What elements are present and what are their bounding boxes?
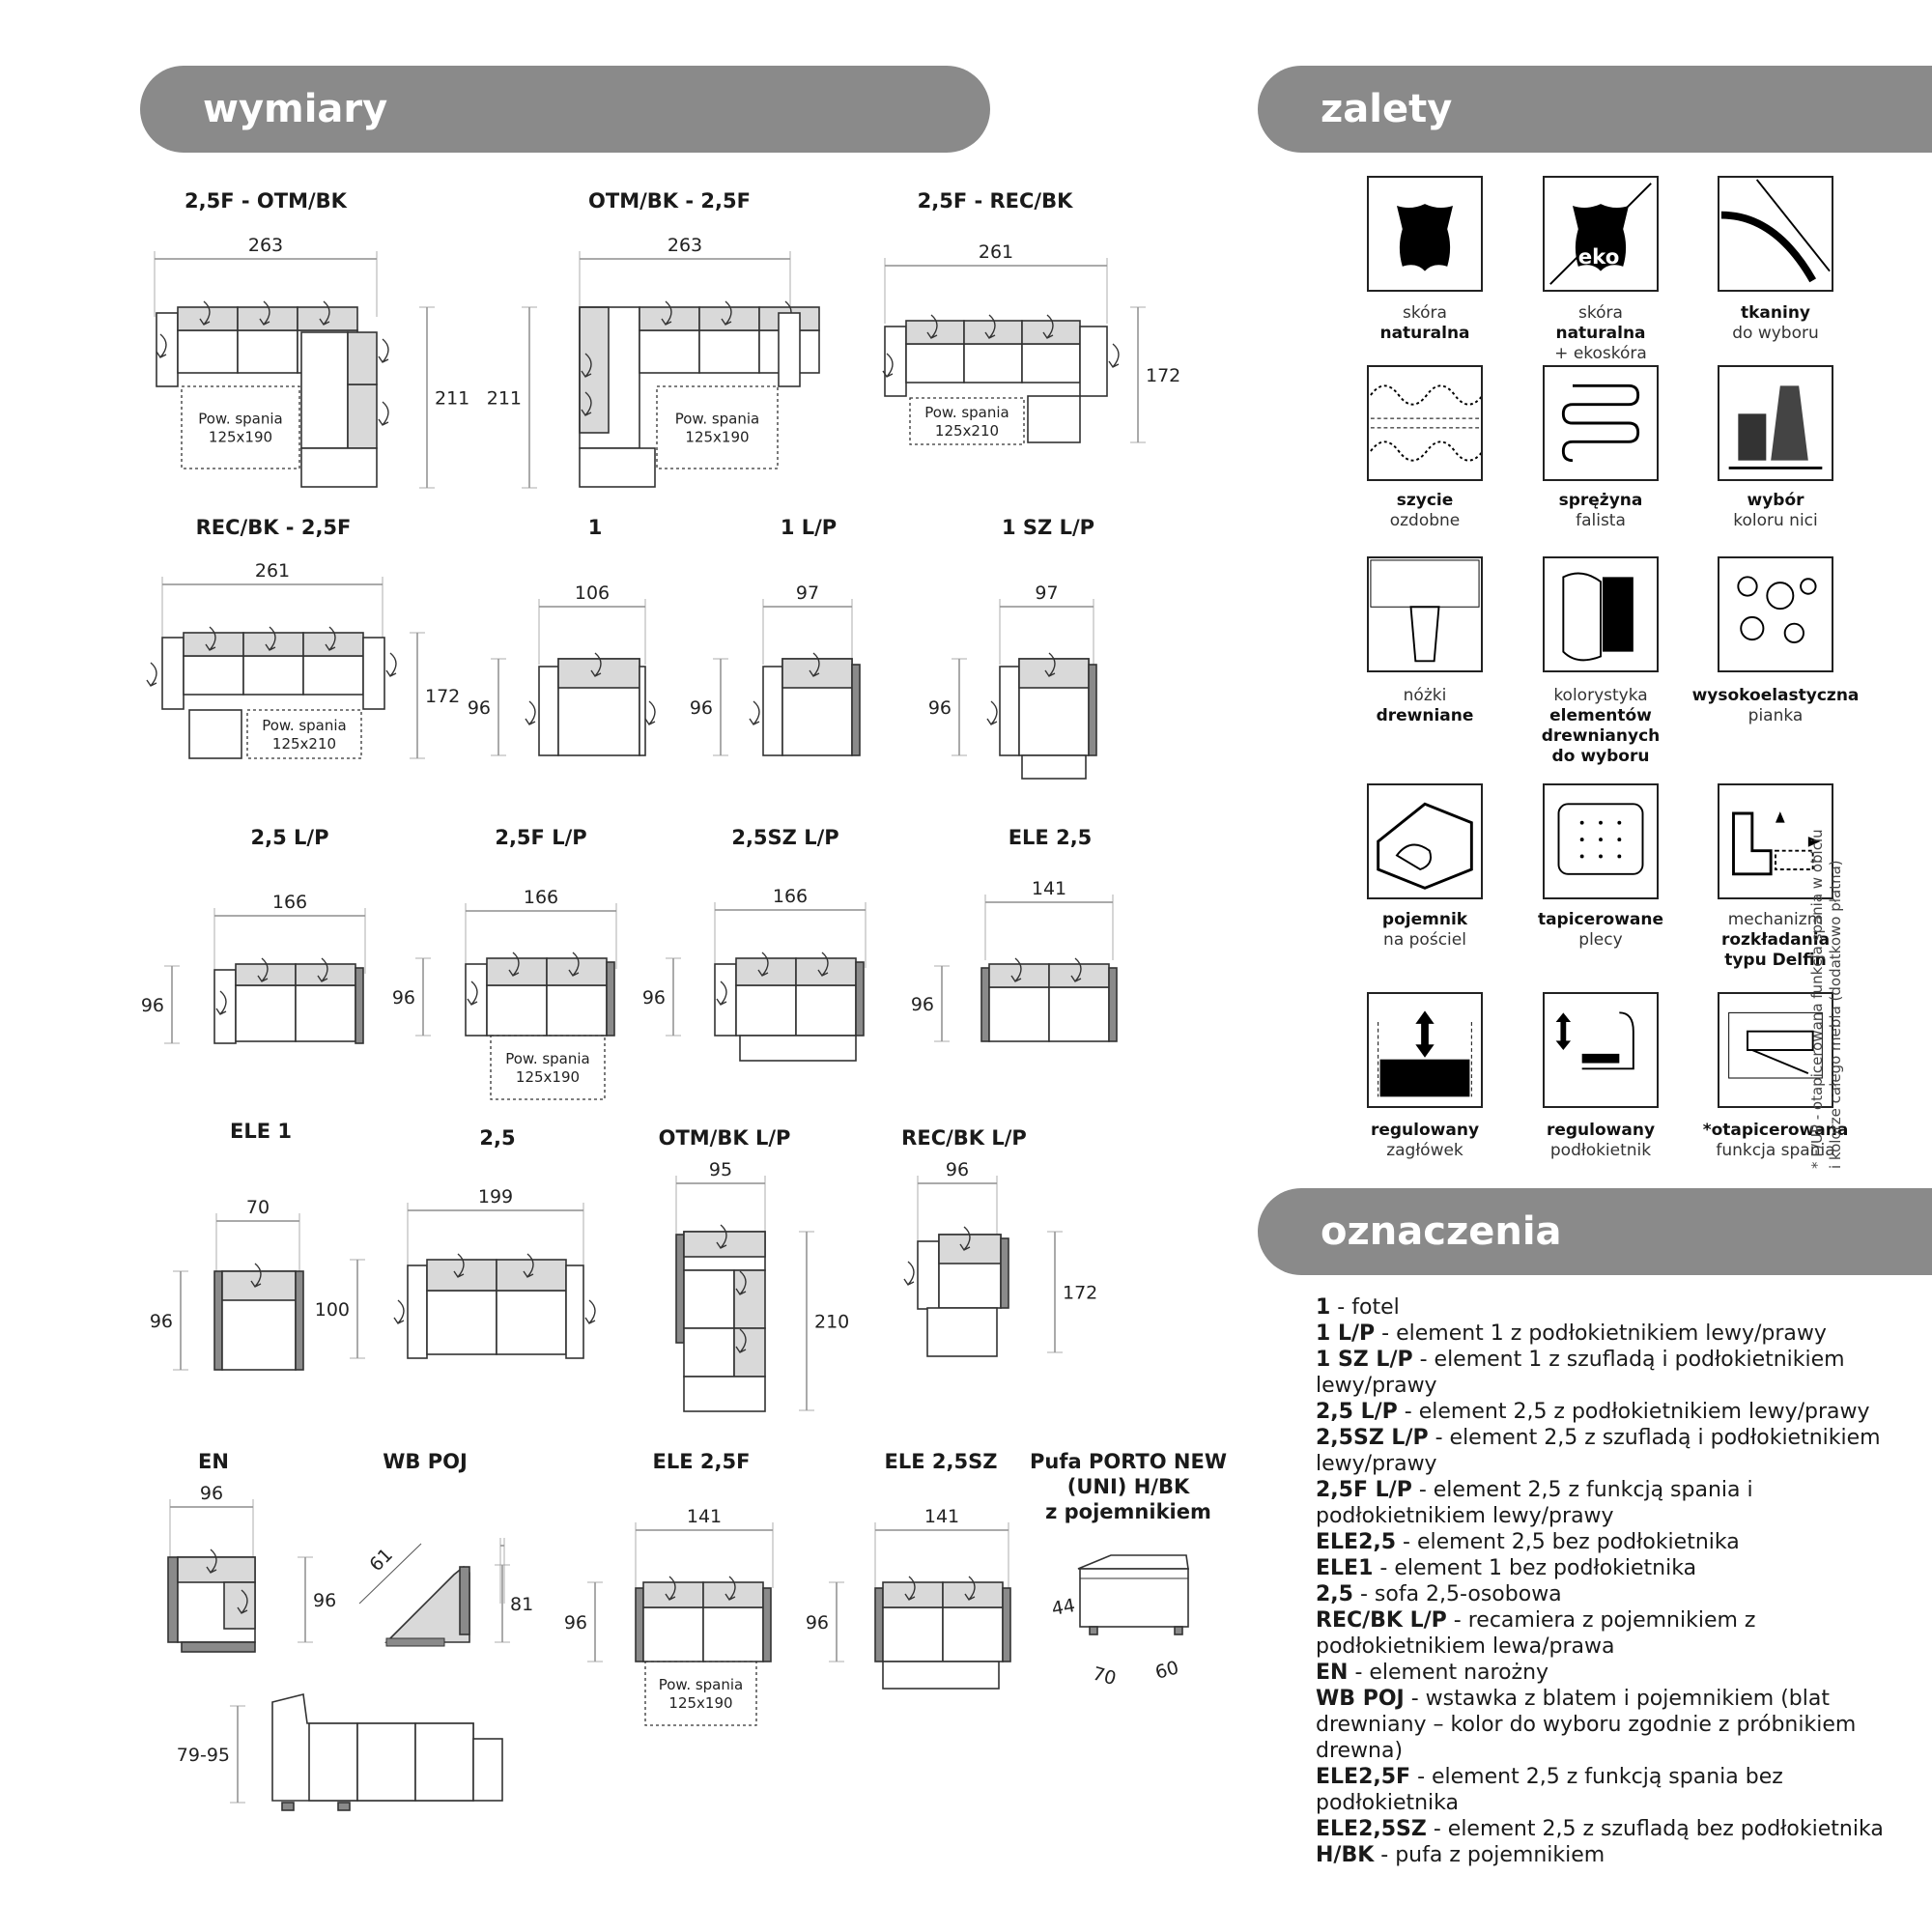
furniture-part — [178, 330, 238, 373]
furniture-part — [1089, 665, 1096, 755]
dimension-value: 166 — [271, 892, 308, 913]
module-label: 2,5SZ L/P — [731, 826, 839, 849]
dimension-value: 263 — [247, 235, 284, 256]
sleep-area — [182, 386, 299, 469]
module-label: ELE 1 — [230, 1120, 292, 1143]
feature-label — [1509, 1121, 1692, 1161]
furniture-part — [740, 1036, 856, 1061]
feature-label-line: nóżki — [1403, 686, 1447, 705]
legend-code: 2,5F L/P — [1316, 1478, 1412, 1502]
fabric-icon — [1718, 176, 1833, 292]
feature-label-line: drewniane — [1376, 706, 1474, 725]
dimension-value: 106 — [574, 582, 611, 604]
furniture-part — [427, 1291, 497, 1354]
furniture-part — [763, 667, 782, 755]
module-label: EN — [198, 1450, 229, 1473]
sleep-area-text: Pow. spania — [198, 410, 283, 428]
dimension-value: 141 — [686, 1506, 723, 1527]
furniture-part — [736, 958, 796, 985]
furniture-part — [643, 1607, 703, 1662]
legend-item — [1316, 1555, 1895, 1581]
dimension-value: 96 — [563, 1612, 587, 1634]
sleep-area-text: Pow. spania — [924, 404, 1009, 421]
module-label: ELE 2,5F — [652, 1450, 751, 1473]
motion-arrow — [379, 402, 388, 425]
legend-item — [1316, 1764, 1895, 1816]
legend-item — [1316, 1660, 1895, 1686]
dimension-value: 97 — [795, 582, 820, 604]
feature-label-line: falista — [1576, 511, 1626, 530]
svg-text:eko: eko — [1577, 244, 1620, 270]
dimension-value: 97 — [1035, 582, 1059, 604]
headrest-icon — [1367, 992, 1483, 1108]
sleep-area-text: 125x190 — [685, 428, 750, 446]
furniture-part — [309, 1723, 357, 1801]
furniture-part — [782, 659, 852, 688]
furniture-part — [1080, 1569, 1188, 1627]
armrest-icon — [1543, 992, 1659, 1108]
legend-code: ELE2,5F — [1316, 1765, 1411, 1789]
furniture-part — [236, 985, 296, 1041]
furniture-part — [703, 1607, 763, 1662]
dimension-value: 96 — [140, 995, 164, 1016]
dimension-value: 172 — [425, 686, 461, 707]
furniture-part — [473, 1739, 502, 1801]
legend-code: REC/BK L/P — [1316, 1608, 1447, 1633]
motion-arrow — [526, 701, 535, 724]
furniture-part — [415, 1723, 473, 1801]
legend-code: ELE2,5SZ — [1316, 1817, 1427, 1841]
feature-label-line: elementów — [1549, 706, 1652, 725]
furniture-part — [222, 1271, 296, 1300]
motion-arrow — [147, 663, 156, 686]
legend-code: WB POJ — [1316, 1687, 1405, 1711]
module-label: WB POJ — [383, 1450, 468, 1473]
furniture-part — [301, 332, 348, 448]
legend-item — [1316, 1425, 1895, 1477]
legend-description: - sofa 2,5-osobowa — [1352, 1582, 1562, 1606]
module-label: REC/BK L/P — [901, 1126, 1027, 1150]
dimension-value: 141 — [923, 1506, 960, 1527]
dimension-value: 172 — [1063, 1282, 1098, 1304]
dimension-value: 166 — [772, 886, 809, 907]
furniture-part — [282, 1803, 294, 1810]
furniture-part — [684, 1377, 765, 1411]
feature-label-line: pianka — [1747, 706, 1804, 725]
legend-item — [1316, 1399, 1895, 1425]
furniture-part — [779, 313, 800, 386]
feature-label-line: ozdobne — [1389, 511, 1461, 530]
sleep-area-text: Pow. spania — [262, 717, 347, 734]
dimension-value: 60 — [1152, 1657, 1181, 1684]
feature-label-line: tapicerowane — [1537, 910, 1664, 929]
motion-arrow — [386, 653, 396, 676]
motion-arrow — [585, 1300, 595, 1323]
feature-label — [1509, 686, 1692, 767]
furniture-part — [964, 344, 1022, 383]
furniture-part — [883, 1662, 999, 1689]
furniture-part — [1175, 1627, 1182, 1634]
legend-item — [1316, 1294, 1895, 1321]
legend-description: - element 2,5 z funkcją spania i podłokietnikiem lewy/prawy — [1316, 1478, 1753, 1528]
dimension-value: 211 — [435, 387, 470, 410]
furniture-part — [214, 1271, 222, 1370]
legend-code: 1 — [1316, 1295, 1331, 1320]
dimension-value: 261 — [978, 242, 1014, 263]
furniture-part — [487, 958, 547, 985]
legend-code: 2,5 L/P — [1316, 1400, 1398, 1424]
legend-description: - element 1 z szufladą i podłokietnikiem lewy/prawy — [1316, 1348, 1845, 1398]
feature-label-line: na pościel — [1383, 930, 1466, 950]
feature-label-line: funkcja spania — [1716, 1141, 1835, 1160]
furniture-part — [676, 1235, 684, 1343]
legend-item — [1316, 1842, 1895, 1868]
module-label: 1 — [587, 516, 603, 539]
furniture-part — [162, 638, 184, 709]
dimension-value: 96 — [945, 1159, 970, 1180]
sleep-area-text: 125x210 — [934, 422, 1000, 440]
furniture-part — [497, 1291, 566, 1354]
module-label-line: Pufa PORTO NEW — [1029, 1450, 1228, 1473]
furniture-part — [883, 1607, 943, 1662]
legend-code: ELE1 — [1316, 1556, 1374, 1580]
furniture-part — [852, 665, 860, 755]
legend-item — [1316, 1477, 1895, 1529]
module-label: 1 L/P — [780, 516, 838, 539]
furniture-part — [1109, 968, 1117, 1041]
dimension-value: 211 — [486, 387, 522, 410]
motion-arrow — [1109, 344, 1119, 367]
feature-label — [1684, 686, 1867, 726]
legend-description: - element 2,5 z funkcją spania bez podłokietnika — [1316, 1765, 1783, 1815]
feature-label-line: drewnianych — [1541, 726, 1661, 746]
legend-code: 1 SZ L/P — [1316, 1348, 1413, 1372]
furniture-part — [386, 1567, 469, 1642]
furniture-part — [636, 1588, 643, 1662]
furniture-part — [238, 330, 298, 373]
sleep-area-text: Pow. spania — [505, 1050, 590, 1067]
legend-description: - element 2,5 z szufladą bez podłokietnika — [1426, 1817, 1884, 1841]
furniture-part — [547, 985, 607, 1036]
furniture-part — [296, 1271, 303, 1370]
side-note-line: * F/UP - otapicerowana funkcja spania w obiciu — [1808, 829, 1826, 1169]
furniture-part — [1078, 1555, 1188, 1569]
eco-leather-icon — [1543, 176, 1659, 292]
furniture-part — [558, 659, 639, 688]
feature-label-line: *otapicerowana — [1702, 1121, 1849, 1140]
motion-arrow — [987, 701, 997, 724]
dimension-value: 96 — [689, 697, 713, 719]
feature-label-line: wybór — [1747, 491, 1804, 510]
legend-item — [1316, 1347, 1895, 1399]
feature-label-line: do wyboru — [1551, 747, 1650, 766]
furniture-part — [943, 1607, 1003, 1662]
furniture-part — [885, 327, 906, 396]
dimension-value: 96 — [149, 1311, 173, 1332]
feature-label-line: pojemnik — [1381, 910, 1468, 929]
furniture-part — [355, 968, 363, 1043]
feature-label — [1684, 491, 1867, 531]
feature-label-line: naturalna — [1379, 324, 1470, 343]
legend-item — [1316, 1607, 1895, 1660]
furniture-part — [184, 656, 243, 695]
feature-label — [1333, 686, 1517, 726]
legend-description: - recamiera z pojemnikiem z podłokietnikiem lewa/prawa — [1316, 1608, 1756, 1659]
feature-label-line: rozkładania — [1720, 930, 1831, 950]
furniture-part — [1028, 396, 1080, 442]
furniture-part — [539, 667, 558, 755]
dimension-value: 95 — [708, 1159, 733, 1180]
dimension-value: 70 — [1090, 1662, 1119, 1690]
furniture-part — [1001, 1238, 1009, 1308]
furniture-part — [684, 1328, 734, 1377]
furniture-part — [639, 667, 645, 755]
furniture-part — [301, 448, 377, 487]
legend-item — [1316, 1529, 1895, 1555]
feature-label-line: tkaniny — [1740, 303, 1811, 323]
feature-label-line: koloru nici — [1733, 511, 1818, 530]
sleep-area — [657, 386, 778, 469]
dimension-value: 172 — [1146, 365, 1181, 386]
feature-label — [1509, 303, 1692, 364]
sleep-area-text: Pow. spania — [674, 410, 760, 428]
dimension-value: 96 — [910, 994, 934, 1015]
feature-label-line: podłokietnik — [1549, 1141, 1652, 1160]
furniture-part — [875, 1588, 883, 1662]
feature-label — [1509, 491, 1692, 531]
furniture-part — [989, 987, 1049, 1041]
module-label: 2,5 — [479, 1126, 516, 1150]
furniture-part — [547, 958, 607, 985]
module-label: OTM/BK - 2,5F — [588, 189, 751, 213]
furniture-part — [639, 330, 699, 373]
legend-description: - element 2,5 z szufladą i podłokietnikiem lewy/prawy — [1316, 1426, 1881, 1476]
module-label: 2,5F L/P — [495, 826, 587, 849]
dimension-value: 261 — [254, 560, 291, 582]
foam-icon — [1718, 556, 1833, 672]
feature-label-line: kolorystyka — [1553, 686, 1648, 705]
sleep-area-text: 125x190 — [208, 428, 273, 446]
dimension-value: 100 — [314, 1299, 350, 1321]
dimension-value: 96 — [927, 697, 952, 719]
furniture-part — [1022, 344, 1080, 383]
furniture-part — [303, 656, 363, 695]
furniture-part — [981, 968, 989, 1041]
furniture-part — [927, 1308, 997, 1356]
furniture-part — [296, 985, 355, 1041]
furniture-part — [734, 1270, 765, 1328]
feature-label-line: + ekoskóra — [1554, 344, 1647, 363]
module-label: 2,5F - OTM/BK — [185, 189, 347, 213]
bedding-box-icon — [1367, 783, 1483, 899]
legend-code: H/BK — [1316, 1843, 1375, 1867]
dimension-value: 166 — [523, 887, 559, 908]
legend-code: 2,5 — [1316, 1582, 1353, 1606]
module-label: REC/BK - 2,5F — [195, 516, 352, 539]
furniture-part — [363, 638, 384, 709]
feature-label — [1333, 910, 1517, 951]
legend-description: - element 2,5 z podłokietnikiem lewy/prawy — [1397, 1400, 1870, 1424]
feature-label-line: skóra — [1578, 303, 1623, 323]
furniture-part — [357, 1723, 415, 1801]
legend-item — [1316, 1321, 1895, 1347]
sleep-area — [645, 1662, 756, 1725]
motion-arrow — [379, 339, 388, 362]
legend-code: EN — [1316, 1661, 1349, 1685]
section-header-wymiary: wymiary — [140, 66, 990, 153]
dimension-value: 61 — [365, 1544, 397, 1577]
module-label-line: (UNI) H/BK — [1066, 1475, 1190, 1498]
furniture-part — [796, 985, 856, 1036]
module-label: ELE 2,5SZ — [884, 1450, 998, 1473]
dimension-value: 210 — [814, 1311, 850, 1333]
furniture-part — [338, 1803, 350, 1810]
feature-label-line: regulowany — [1546, 1121, 1656, 1140]
furniture-part — [189, 710, 242, 758]
furniture-part — [1000, 667, 1019, 755]
dimension-value: 96 — [391, 987, 415, 1009]
legend-description: - fotel — [1330, 1295, 1400, 1320]
furniture-part — [224, 1582, 255, 1629]
sleep-area — [491, 1036, 605, 1099]
feature-label-line: zagłówek — [1386, 1141, 1463, 1160]
dimension-value: 141 — [1031, 878, 1067, 899]
feature-label-line: szycie — [1396, 491, 1454, 510]
furniture-part — [607, 962, 614, 1036]
sleep-area-text: 125x210 — [271, 735, 337, 753]
furniture-part — [1049, 987, 1109, 1041]
module-label: OTM/BK L/P — [658, 1126, 791, 1150]
dimension-value: 70 — [245, 1197, 270, 1218]
furniture-part — [182, 1642, 255, 1652]
furniture-part — [460, 1567, 469, 1634]
feature-label-line: plecy — [1578, 930, 1623, 950]
feature-label-line: do wyboru — [1732, 324, 1819, 343]
dimension-value: 96 — [199, 1483, 224, 1504]
feature-label-line: sprężyna — [1558, 491, 1643, 510]
furniture-part — [566, 1265, 583, 1358]
furniture-part — [906, 344, 964, 383]
sleep-area-text: 125x190 — [668, 1694, 733, 1712]
furniture-part — [348, 384, 377, 448]
legend-list — [1316, 1294, 1895, 1868]
legend-code: 2,5SZ L/P — [1316, 1426, 1429, 1450]
leather-icon — [1367, 176, 1483, 292]
motion-arrow — [394, 1300, 404, 1323]
furniture-part — [699, 330, 759, 373]
legend-item — [1316, 1686, 1895, 1764]
upholstered-back-icon — [1543, 783, 1659, 899]
feature-label — [1684, 303, 1867, 344]
feature-label-line: mechanizm — [1727, 910, 1824, 929]
furniture-part — [684, 1270, 734, 1328]
wooden-leg-icon — [1367, 556, 1483, 672]
feature-label — [1333, 491, 1517, 531]
legend-description: - element 2,5 bez podłokietnika — [1396, 1530, 1740, 1554]
legend-description: - pufa z pojemnikiem — [1374, 1843, 1605, 1867]
feature-label — [1333, 1121, 1517, 1161]
furniture-part — [386, 1638, 444, 1646]
dimension-value: 199 — [477, 1186, 514, 1208]
furniture-part — [734, 1328, 765, 1377]
wood-color-icon — [1543, 556, 1659, 672]
side-note-line: i kolorze całego mebla (dodatkowo płatna) — [1827, 860, 1844, 1169]
legend-description: - wstawka z blatem i pojemnikiem (blat drewniany – kolor do wyboru zgodnie z próbnikiem drewna) — [1316, 1687, 1857, 1763]
furniture-part — [1090, 1627, 1097, 1634]
furniture-part — [348, 332, 377, 384]
module-label: 2,5F - REC/BK — [917, 189, 1073, 213]
furniture-part — [580, 448, 655, 487]
sleep-area-text: Pow. spania — [658, 1676, 744, 1693]
furniture-part — [1003, 1588, 1010, 1662]
sleep-area-text: 125x190 — [515, 1068, 581, 1086]
spring-icon — [1543, 365, 1659, 481]
dimension-value: 96 — [641, 987, 666, 1009]
motion-arrow — [904, 1262, 914, 1285]
legend-description: - element 1 bez podłokietnika — [1373, 1556, 1697, 1580]
module-label: 1 SZ L/P — [1001, 516, 1095, 539]
module-label: ELE 2,5 — [1008, 826, 1093, 849]
legend-item — [1316, 1816, 1895, 1842]
dimension-value: 96 — [313, 1590, 337, 1611]
dimension-value: 81 — [510, 1594, 534, 1615]
feature-label — [1333, 303, 1517, 344]
furniture-part — [487, 985, 547, 1036]
furniture-part — [243, 656, 303, 695]
furniture-part — [168, 1557, 178, 1642]
side-note — [1808, 829, 1845, 1169]
furniture-part — [918, 1241, 939, 1309]
section-header-zalety: zalety — [1258, 66, 1932, 153]
dimension-value: 96 — [805, 1612, 829, 1634]
feature-label — [1509, 910, 1692, 951]
module-label-line: z pojemnikiem — [1045, 1500, 1211, 1523]
dimension-value: 44 — [1050, 1595, 1077, 1620]
stitching-icon — [1367, 365, 1483, 481]
feature-label-line: wysokoelastyczna — [1691, 686, 1860, 705]
motion-arrow — [645, 701, 655, 724]
section-header-oznaczenia: oznaczenia — [1258, 1188, 1932, 1275]
legend-description: - element 1 z podłokietnikiem lewy/prawy — [1375, 1321, 1827, 1346]
feature-label-line: naturalna — [1555, 324, 1646, 343]
legend-code: 1 L/P — [1316, 1321, 1376, 1346]
feature-label-line: regulowany — [1370, 1121, 1480, 1140]
furniture-part — [856, 962, 864, 1036]
furniture-part — [763, 1588, 771, 1662]
feature-label-line: skóra — [1403, 303, 1447, 323]
legend-description: - element narożny — [1348, 1661, 1549, 1685]
furniture-part — [796, 958, 856, 985]
legend-item — [1316, 1581, 1895, 1607]
dimension-value: 79-95 — [176, 1745, 230, 1766]
furniture-part — [408, 1265, 427, 1358]
furniture-part — [684, 1232, 765, 1257]
legend-code: ELE2,5 — [1316, 1530, 1397, 1554]
furniture-part — [1022, 755, 1086, 779]
furniture-part — [736, 985, 796, 1036]
dimension-value: 96 — [467, 697, 491, 719]
module-label: 2,5 L/P — [250, 826, 329, 849]
furniture-part — [156, 313, 178, 386]
furniture-part — [1080, 327, 1107, 396]
dimension-value: 263 — [667, 235, 703, 256]
motion-arrow — [750, 701, 759, 724]
feature-label-line: typu Delfin — [1724, 951, 1827, 970]
thread-icon — [1718, 365, 1833, 481]
